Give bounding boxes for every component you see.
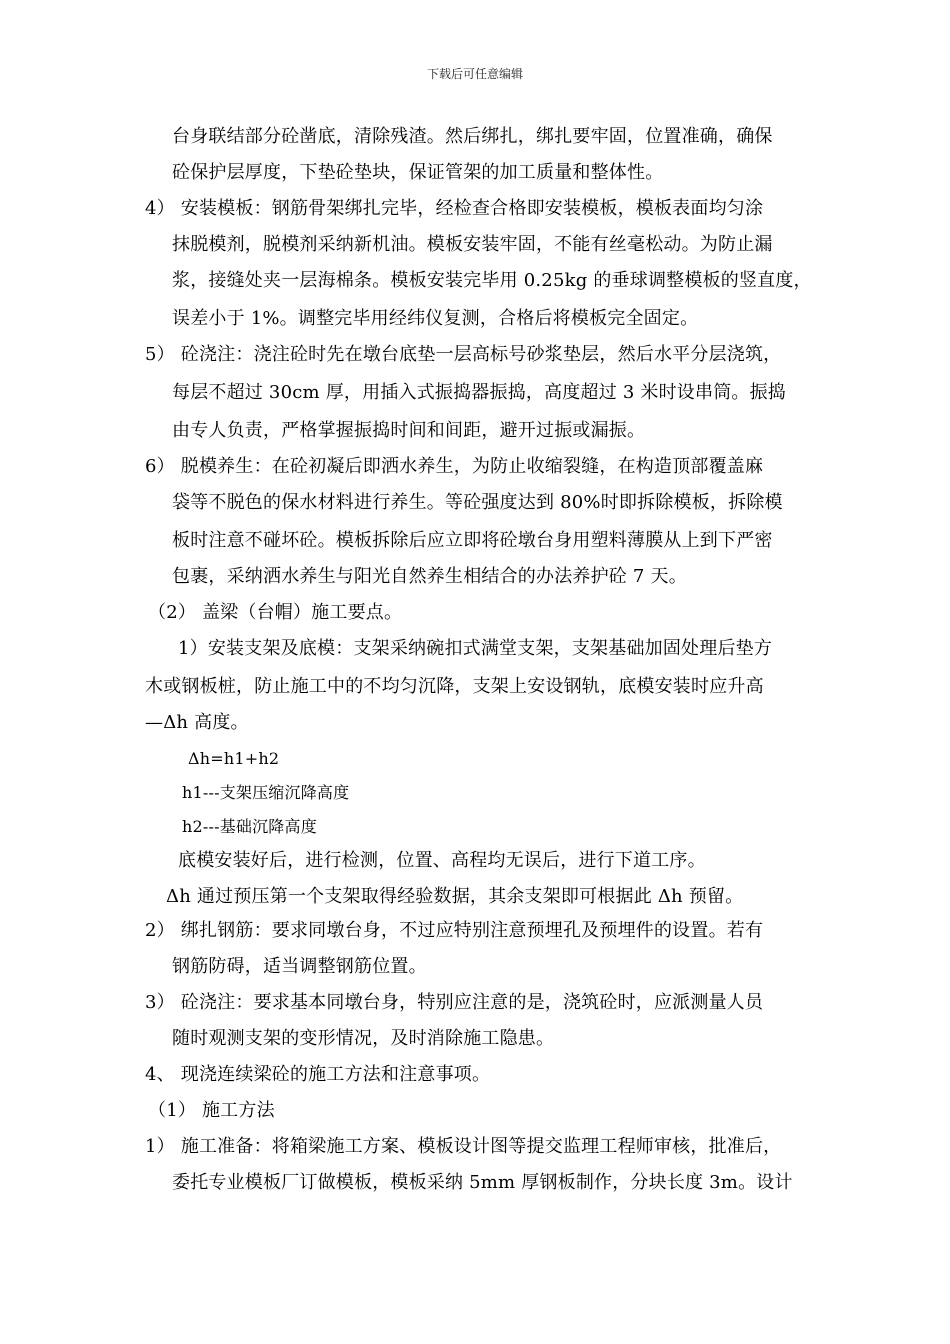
formula-line: h2---基础沉降高度 bbox=[182, 817, 317, 836]
text-line: 4） 安装模板：钢筋骨架绑扎完毕，经检查合格即安装模板，模板表面均匀涂 bbox=[145, 198, 764, 219]
text-line: 钢筋防碍，适当调整钢筋位置。 bbox=[172, 956, 427, 977]
text-line: 3） 砼浇注：要求基本同墩台身，特别应注意的是，浇筑砼时，应派测量人员 bbox=[145, 992, 764, 1013]
text-line: 由专人负责，严格掌握振捣时间和间距，避开过振或漏振。 bbox=[172, 420, 646, 441]
text-line: 木或钢板桩，防止施工中的不均匀沉降，支架上安设钢轨，底模安装时应升高 bbox=[145, 676, 764, 697]
text-line: 6） 脱模养生：在砼初凝后即洒水养生，为防止收缩裂缝，在构造顶部覆盖麻 bbox=[145, 456, 764, 477]
section-heading: 4、 现浇连续梁砼的施工方法和注意事项。 bbox=[145, 1064, 491, 1085]
text-line: 台身联结部分砼凿底，清除残渣。然后绑扎，绑扎要牢固，位置准确，确保 bbox=[172, 126, 773, 147]
text-line: 底模安装好后，进行检测，位置、高程均无误后，进行下道工序。 bbox=[178, 850, 706, 871]
text-line: 浆，接缝处夹一层海棉条。模板安装完毕用 0.25kg 的垂球调整模板的竖直度， bbox=[172, 270, 812, 291]
text-line: 随时观测支架的变形情况，及时消除施工隐患。 bbox=[172, 1028, 555, 1049]
text-line: 误差小于 1%。调整完毕用经纬仪复测，合格后将模板完全固定。 bbox=[172, 308, 699, 329]
text-line: 抹脱模剂，脱模剂采纳新机油。模板安装牢固，不能有丝毫松动。为防止漏 bbox=[172, 234, 773, 255]
section-heading: （2） 盖梁（台帽）施工要点。 bbox=[148, 602, 403, 623]
text-line: —Δh 高度。 bbox=[145, 712, 249, 733]
formula-line: Δh=h1+h2 bbox=[188, 749, 280, 768]
text-line: 袋等不脱色的保水材料进行养生。等砼强度达到 80%时即拆除模板，拆除模 bbox=[172, 492, 783, 513]
page-header: 下载后可任意编辑 bbox=[426, 67, 523, 81]
text-line: 板时注意不碰坏砼。模板拆除后应立即将砼墩台身用塑料薄膜从上到下严密 bbox=[172, 530, 773, 551]
text-line: 1）安装支架及底模：支架采纳碗扣式满堂支架，支架基础加固处理后垫方 bbox=[178, 638, 773, 659]
text-line: 每层不超过 30cm 厚，用插入式振捣器振捣，高度超过 3 米时设串筒。振捣 bbox=[172, 382, 786, 403]
section-heading: （1） 施工方法 bbox=[148, 1100, 275, 1121]
text-line: 5） 砼浇注：浇注砼时先在墩台底垫一层高标号砂浆垫层，然后水平分层浇筑， bbox=[145, 344, 782, 365]
text-line: Δh 通过预压第一个支架取得经验数据，其余支架即可根据此 Δh 预留。 bbox=[166, 886, 744, 907]
text-line: 砼保护层厚度，下垫砼垫块，保证管架的加工质量和整体性。 bbox=[172, 162, 664, 183]
formula-line: h1---支架压缩沉降高度 bbox=[182, 783, 350, 802]
text-line: 2） 绑扎钢筋：要求同墩台身，不过应特别注意预埋孔及预埋件的设置。若有 bbox=[145, 920, 764, 941]
text-line: 委托专业模板厂订做模板，模板采纳 5mm 厚钢板制作，分块长度 3m。设计 bbox=[172, 1172, 793, 1193]
text-line: 1） 施工准备：将箱梁施工方案、模板设计图等提交监理工程师审核，批准后， bbox=[145, 1136, 782, 1157]
text-line: 包裹，采纳洒水养生与阳光自然养生相结合的办法养护砼 7 天。 bbox=[172, 566, 687, 587]
